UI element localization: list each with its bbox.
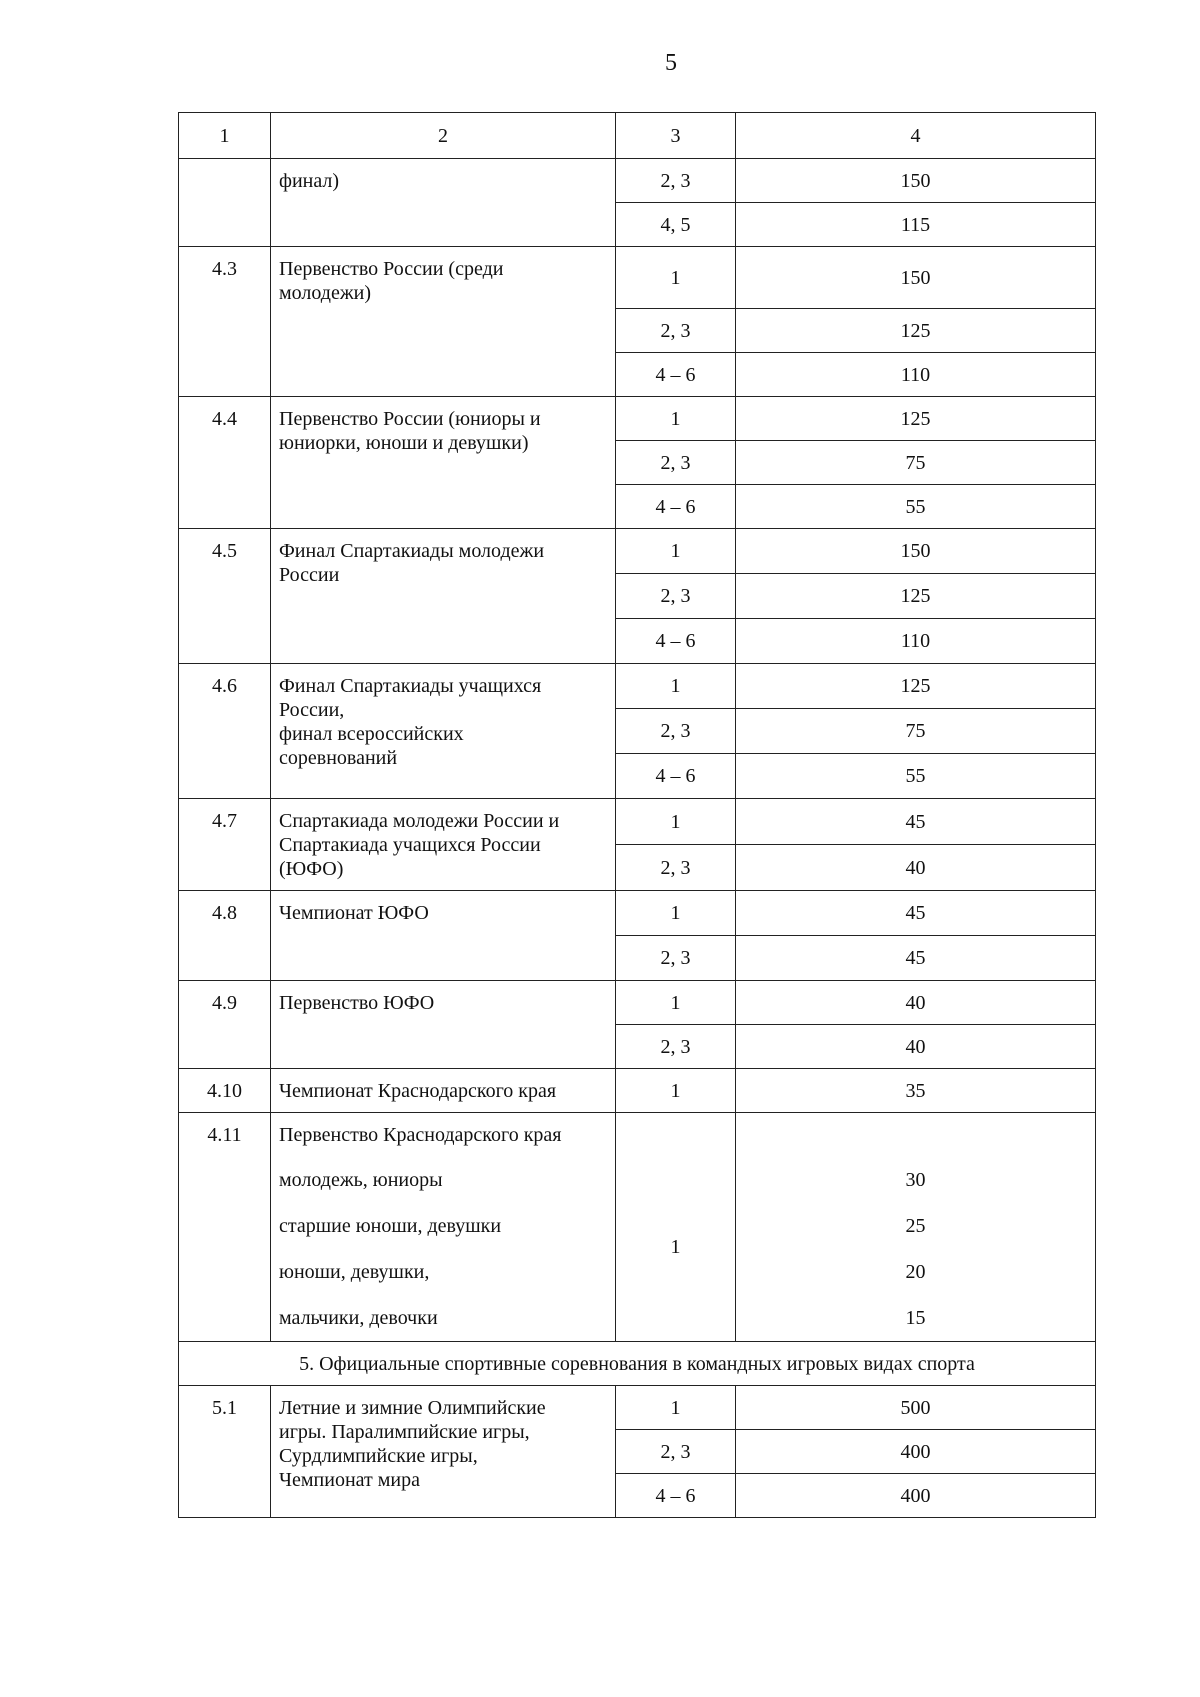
competition-name-line: (ЮФО) (279, 858, 344, 880)
points-cell: 75 (736, 709, 1096, 754)
points-cell: 55 (736, 485, 1096, 529)
competition-name (271, 1113, 616, 1342)
place-cell: 1 (616, 1069, 736, 1113)
place-cell: 4 – 6 (616, 353, 736, 397)
points-cell: 125 (736, 397, 1096, 441)
row-number: 4.6 (179, 664, 271, 799)
points-cell: 40 (736, 981, 1096, 1025)
points-cell: 40 (736, 845, 1096, 891)
table-row (179, 247, 1096, 309)
points-cell: 55 (736, 754, 1096, 799)
row-number: 4.8 (179, 891, 271, 981)
place-cell: 2, 3 (616, 574, 736, 619)
points-cell: 125 (736, 574, 1096, 619)
age-group-points: 30 (905, 1169, 926, 1191)
place-cell: 2, 3 (616, 441, 736, 485)
competition-name-line: Спартакиада учащихся России (279, 834, 541, 856)
competition-name (271, 891, 616, 981)
table-row (179, 981, 1096, 1025)
competition-name-line: Чемпионат мира (279, 1469, 420, 1491)
table-row (179, 799, 1096, 845)
points-cell: 45 (736, 936, 1096, 981)
age-group-label: юноши, девушки, (279, 1261, 430, 1283)
place-cell: 1 (616, 981, 736, 1025)
competition-name-line: игры. Паралимпийские игры, (279, 1421, 530, 1443)
competition-name-line: Спартакиада молодежи России и (279, 810, 560, 832)
header-row (179, 113, 1096, 159)
table-row (179, 1386, 1096, 1430)
competition-name (271, 799, 616, 891)
competition-name-line: Первенство России (среди (279, 258, 504, 280)
competition-name-line: Чемпионат Краснодарского края (279, 1080, 557, 1102)
points-cell: 45 (736, 891, 1096, 936)
place-cell: 4 – 6 (616, 619, 736, 664)
points-spacer (736, 1113, 1095, 1157)
competition-name-line: Финал Спартакиады молодежи (279, 540, 545, 562)
competition-name-line: Первенство ЮФО (279, 992, 435, 1014)
place-cell: 1 (616, 1113, 736, 1342)
points-cell: 125 (736, 309, 1096, 353)
row-number: 5.1 (179, 1386, 271, 1518)
points-cell: 75 (736, 441, 1096, 485)
table-row (179, 891, 1096, 936)
points-cell: 125 (736, 664, 1096, 709)
age-group-label: старшие юноши, девушки (279, 1215, 502, 1237)
competition-name (271, 159, 616, 247)
place-cell: 2, 3 (616, 709, 736, 754)
place-cell: 4 – 6 (616, 754, 736, 799)
place-cell: 1 (616, 1386, 736, 1430)
points-cell: 400 (736, 1430, 1096, 1474)
place-cell: 1 (616, 529, 736, 574)
points-cell: 115 (736, 203, 1096, 247)
place-cell: 2, 3 (616, 1430, 736, 1474)
points-cell: 35 (736, 1069, 1096, 1113)
page-number: 5 (665, 50, 677, 76)
place-cell: 1 (616, 397, 736, 441)
competition-name (271, 1069, 616, 1113)
points-cell: 150 (736, 247, 1096, 309)
place-cell: 2, 3 (616, 1025, 736, 1069)
place-cell: 2, 3 (616, 936, 736, 981)
place-cell: 1 (616, 799, 736, 845)
age-group-points: 20 (905, 1261, 926, 1283)
points-cell: 40 (736, 1025, 1096, 1069)
row-number: 4.4 (179, 397, 271, 529)
place-cell: 4, 5 (616, 203, 736, 247)
competition-name (271, 247, 616, 397)
age-group-label: молодежь, юниоры (279, 1169, 443, 1191)
competition-name-line: соревнований (279, 747, 398, 769)
competition-name-line: молодежи) (279, 282, 372, 304)
competition-name-line: финал всероссийских (279, 723, 464, 745)
points-cell: 150 (736, 159, 1096, 203)
points-cell: 110 (736, 619, 1096, 664)
points-cell: 500 (736, 1386, 1096, 1430)
points-cell (736, 1113, 1096, 1342)
competition-name-line: Сурдлимпийские игры, (279, 1445, 478, 1467)
age-group-label: мальчики, девочки (279, 1307, 438, 1329)
competition-name-line: Чемпионат ЮФО (279, 902, 429, 924)
place-cell: 2, 3 (616, 845, 736, 891)
competition-name (271, 397, 616, 529)
row-number: 4.3 (179, 247, 271, 397)
place-cell: 2, 3 (616, 159, 736, 203)
column-header-3: 3 (616, 113, 736, 159)
row-number (179, 159, 271, 247)
place-cell: 1 (616, 247, 736, 309)
table-row (179, 159, 1096, 203)
place-cell: 4 – 6 (616, 1474, 736, 1518)
row-number: 4.11 (179, 1113, 271, 1342)
row-number: 4.9 (179, 981, 271, 1069)
row-number: 4.7 (179, 799, 271, 891)
points-cell: 45 (736, 799, 1096, 845)
points-table-body (179, 113, 1096, 1518)
competition-name (271, 529, 616, 664)
competition-name-line: Первенство Краснодарского края (279, 1124, 562, 1146)
competition-name-line: Финал Спартакиады учащихся (279, 675, 542, 697)
age-group-points: 25 (905, 1215, 926, 1237)
points-cell: 150 (736, 529, 1096, 574)
competition-name (271, 981, 616, 1069)
competition-name-line: России (279, 564, 340, 586)
table-row (179, 397, 1096, 441)
column-header-1: 1 (179, 113, 271, 159)
row-number: 4.10 (179, 1069, 271, 1113)
section-title: 5. Официальные спортивные соревнования в командных игровых видах спорта (179, 1342, 1096, 1386)
table-row (179, 1069, 1096, 1113)
points-cell: 400 (736, 1474, 1096, 1518)
column-header-2: 2 (271, 113, 616, 159)
age-group-points: 15 (905, 1307, 926, 1329)
column-header-4: 4 (736, 113, 1096, 159)
competition-name-line: России, (279, 699, 345, 721)
row-number: 4.5 (179, 529, 271, 664)
place-cell: 2, 3 (616, 309, 736, 353)
competition-name (271, 1386, 616, 1518)
points-cell: 110 (736, 353, 1096, 397)
table-row (179, 1113, 1096, 1342)
competition-name (271, 664, 616, 799)
table-row (179, 529, 1096, 574)
competition-name-line: Летние и зимние Олимпийские (279, 1397, 546, 1419)
table-row (179, 664, 1096, 709)
points-table (178, 112, 1096, 1518)
place-cell: 4 – 6 (616, 485, 736, 529)
competition-name-line: Первенство России (юниоры и (279, 408, 541, 430)
section-row (179, 1342, 1096, 1386)
competition-name-line: юниорки, юноши и девушки) (279, 432, 529, 454)
place-cell: 1 (616, 891, 736, 936)
competition-name-line: финал) (279, 170, 340, 192)
place-cell: 1 (616, 664, 736, 709)
